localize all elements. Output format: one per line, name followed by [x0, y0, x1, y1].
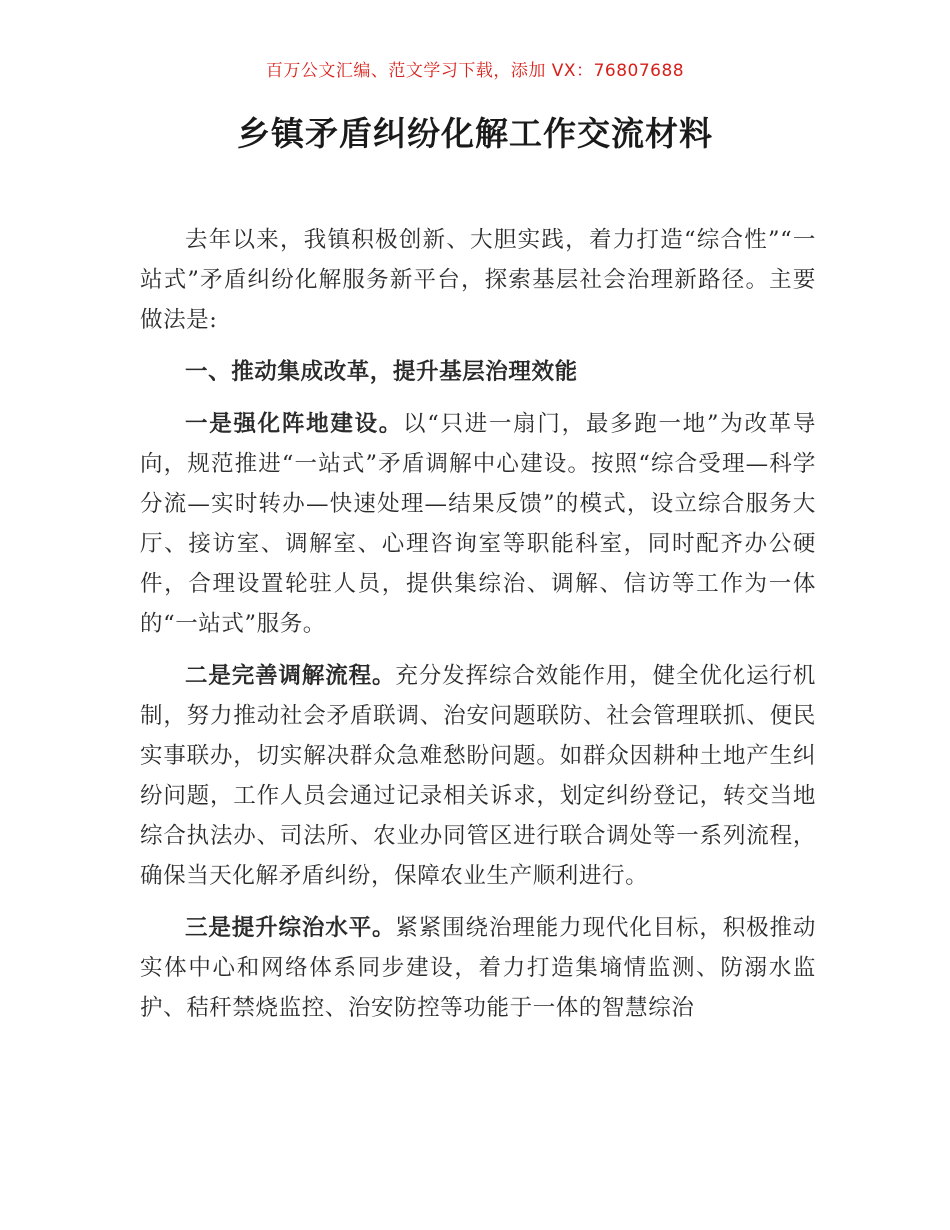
section-heading: 一、推动集成改革，提升基层治理效能: [185, 359, 578, 385]
item-text-3: 紧紧围绕治理能力现代化目标，积极推动实体中心和网络体系同步建设，着力打造集墒情监测、防溺水监护、秸秆禁烧监控、治安防控等功能于一体的智慧综治: [140, 915, 816, 1021]
item-text-2: 充分发挥综合效能作用，健全优化运行机制，努力推动社会矛盾联调、治安问题联防、社会管理联抓、便民实事联办，切实解决群众急难愁盼问题。如群众因耕种土地产生纠纷问题，工作人员会通过记录相关诉求，划定纠纷登记，转交当地综合执法办、司法所、农业办同管区进行联合调处等一系列流程，确保当天化解矛盾纠纷，保障农业生产顺利进行。: [140, 663, 816, 889]
intro-paragraph: 去年以来，我镇积极创新、大胆实践，着力打造“综合性”“一站式”矛盾纠纷化解服务新平台，探索基层社会治理新路径。主要做法是:: [140, 227, 816, 333]
item-paragraph-2: [140, 656, 816, 896]
item-lead-1: 一是强化阵地建设。: [185, 411, 404, 437]
watermark-banner: 百万公文汇编、范文学习下载，添加 VX：76807688: [265, 61, 685, 81]
item-paragraph-1: [140, 404, 816, 644]
item-lead-2: 二是完善调解流程。: [185, 663, 396, 689]
item-paragraph-3: [140, 908, 816, 1028]
item-lead-3: 三是提升综治水平。: [185, 915, 396, 941]
document-body: [140, 220, 816, 1028]
document-title: 乡镇矛盾纠纷化解工作交流材料: [237, 114, 713, 153]
item-text-1: 以“只进一扇门，最多跑一地”为改革导向，规范推进“一站式”矛盾调解中心建设。按照“综合受理—科学分流—实时转办—快速处理—结果反馈”的模式，设立综合服务大厅、接访室、调解室、心理咨询室等职能科室，同时配齐办公硬件，合理设置轮驻人员，提供集综治、调解、信访等工作为一体的“一站式”服务。: [140, 411, 816, 637]
